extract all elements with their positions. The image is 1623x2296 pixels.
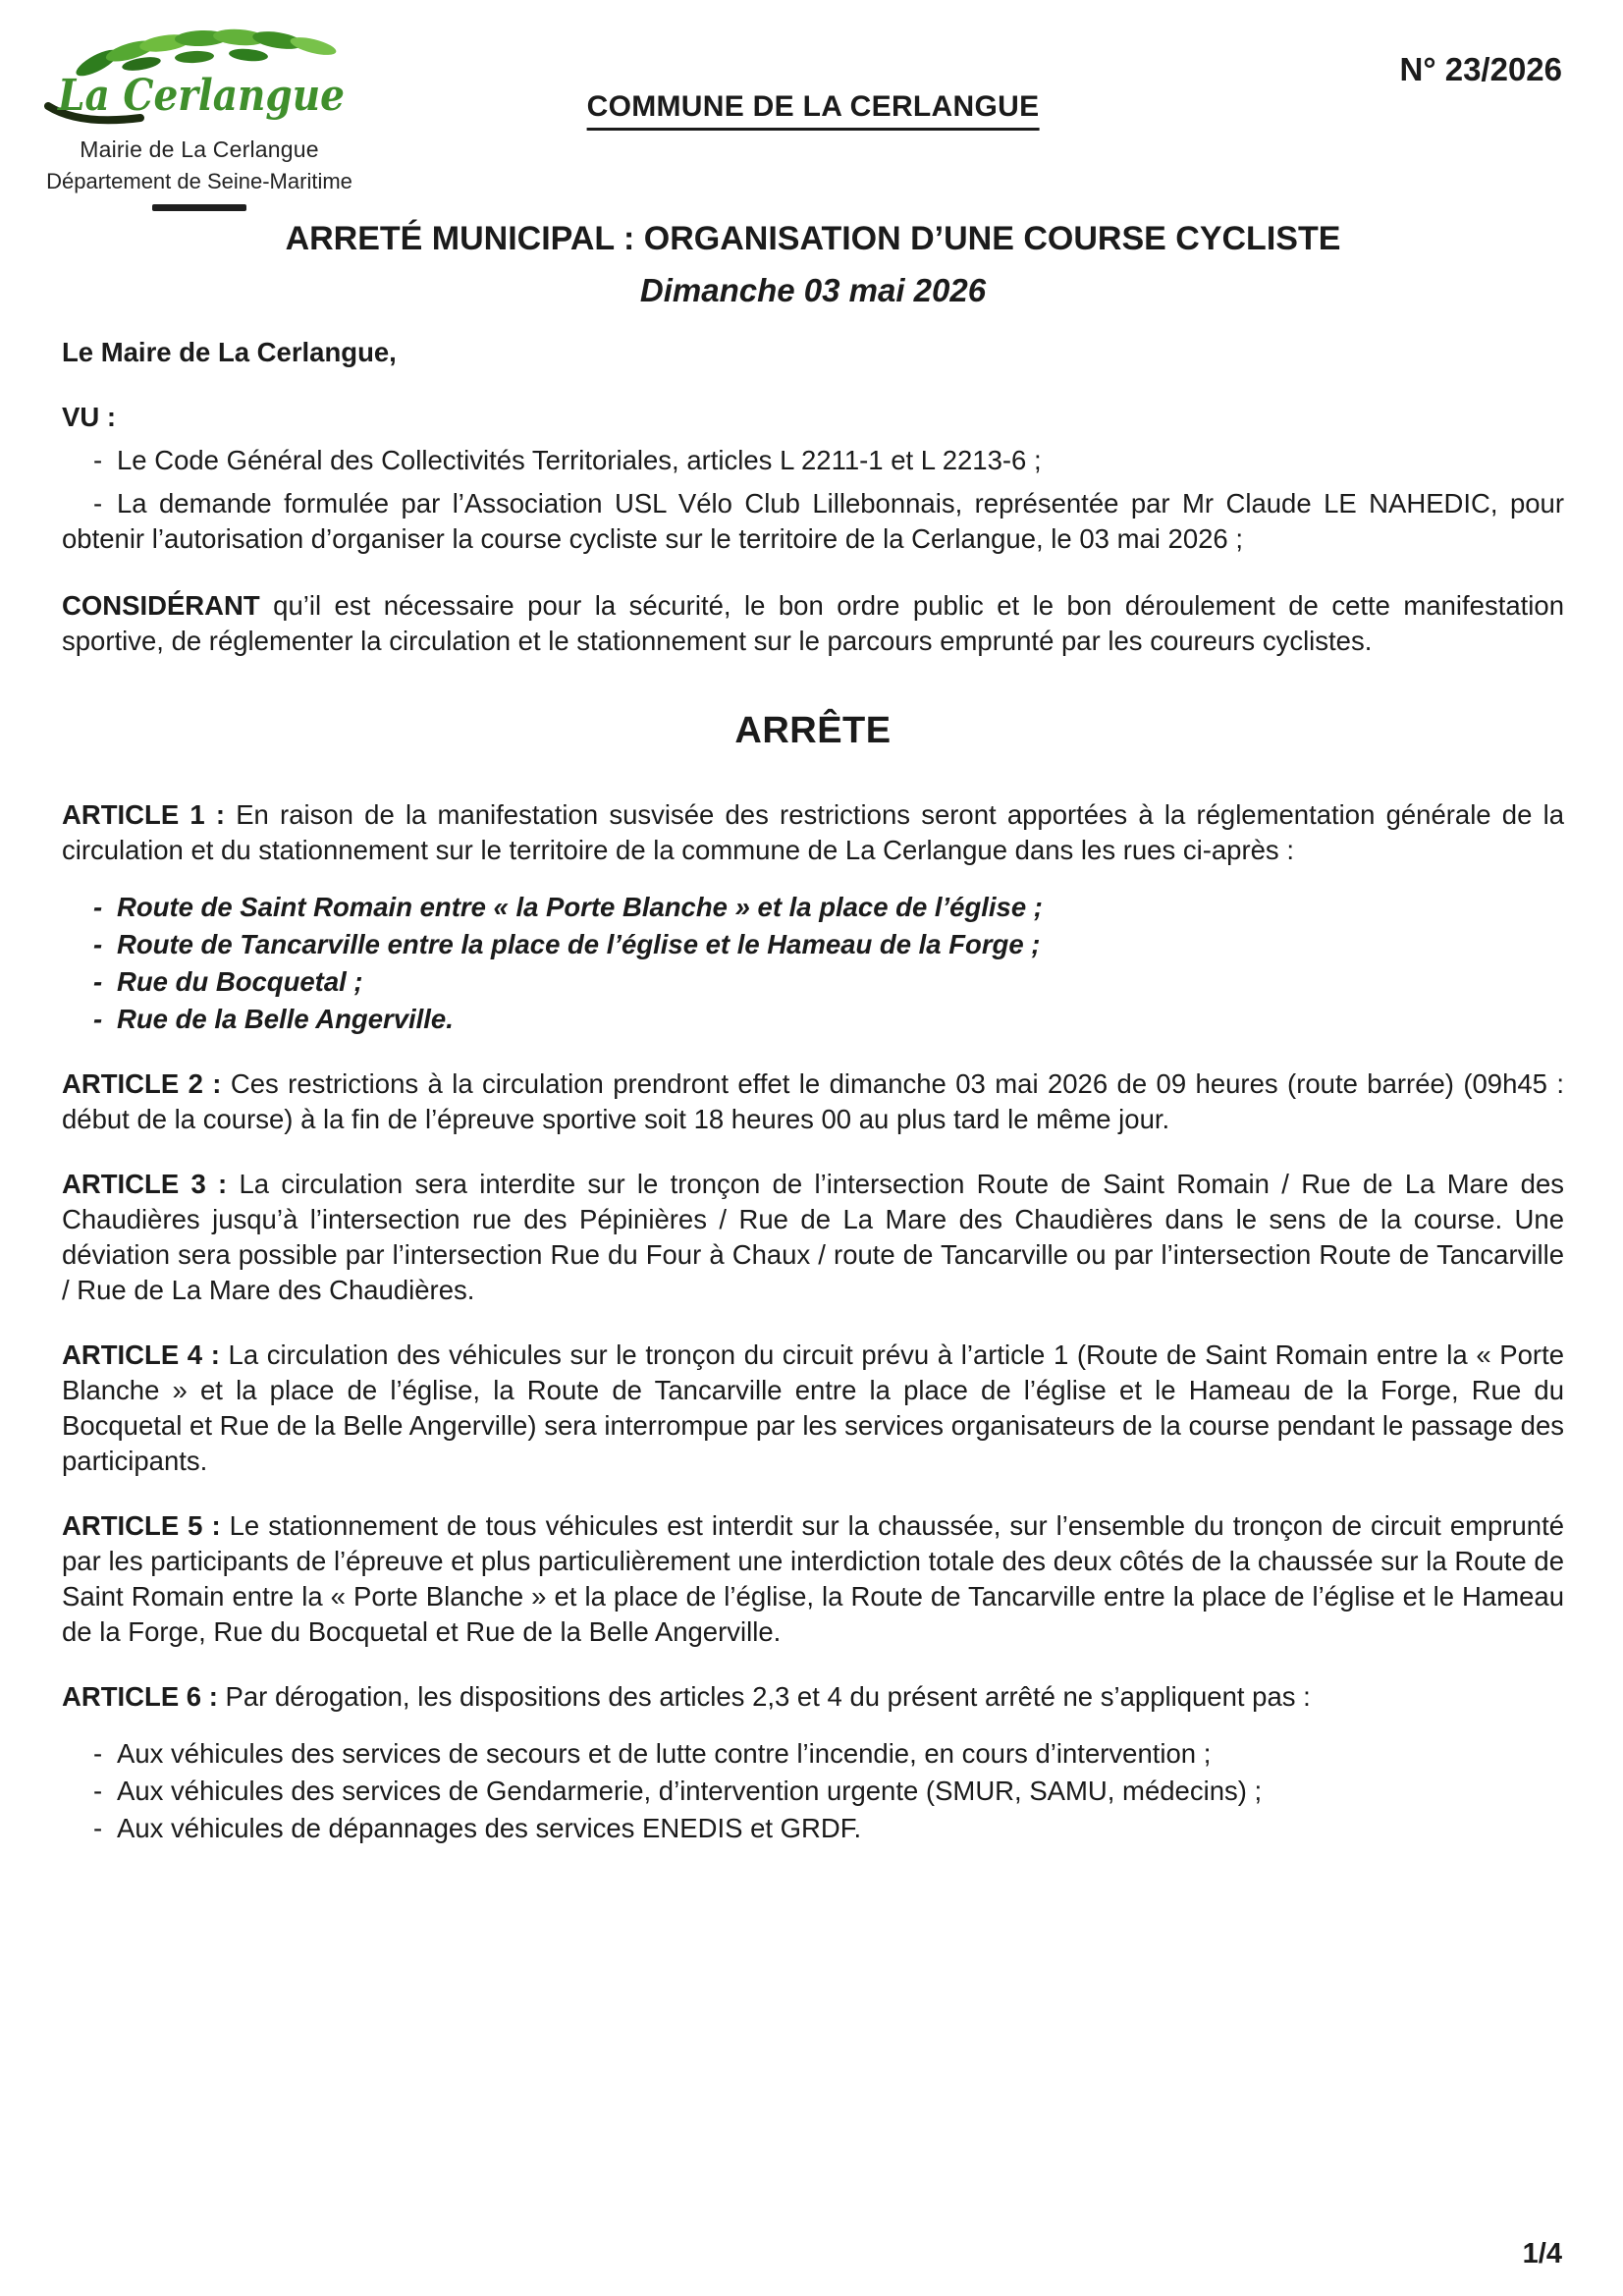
list-item-text: Aux véhicules de dépannages des services ENEDIS et GRDF. bbox=[117, 1813, 862, 1843]
article-3-label: ARTICLE 3 : bbox=[62, 1169, 228, 1199]
list-item-text: Aux véhicules des services de Gendarmerie, d’intervention urgente (SMUR, SAMU, médecins) ; bbox=[117, 1776, 1263, 1806]
article-4-label: ARTICLE 4 : bbox=[62, 1339, 220, 1370]
article-5-paragraph bbox=[62, 1508, 1564, 1650]
list-item-text: Aux véhicules des services de secours et de lutte contre l’incendie, en cours d’intervention ; bbox=[117, 1738, 1212, 1769]
vu-label: VU : bbox=[62, 402, 116, 432]
article-6-paragraph bbox=[62, 1679, 1564, 1715]
vu-item bbox=[62, 486, 1564, 557]
article-6-label: ARTICLE 6 : bbox=[62, 1681, 218, 1712]
document-title: ARRETÉ MUNICIPAL : ORGANISATION D’UNE COURSE CYCLISTE bbox=[285, 220, 1341, 257]
list-item bbox=[62, 1811, 1564, 1846]
list-dash: - bbox=[93, 929, 103, 959]
considerant-text: qu’il est nécessaire pour la sécurité, le bon ordre public et le bon déroulement de cette manifestation sportive, de réglementer la circulation et le stationnement sur le parcours emprunté par les coureurs cyclistes. bbox=[62, 590, 1564, 656]
list-item-text: Rue du Bocquetal ; bbox=[117, 966, 363, 997]
vu-item bbox=[62, 443, 1564, 478]
mayor-line: Le Maire de La Cerlangue, bbox=[62, 337, 397, 367]
arrete-heading: ARRÊTE bbox=[734, 710, 892, 751]
article-1-paragraph bbox=[62, 797, 1564, 868]
article-6-text: Par dérogation, les dispositions des articles 2,3 et 4 du présent arrêté ne s’appliquent pas : bbox=[225, 1681, 1311, 1712]
article-6-bullet-list bbox=[62, 1736, 1564, 1846]
article-4-text: La circulation des véhicules sur le tronçon du circuit prévu à l’article 1 (Route de Saint Romain entre la « Porte Blanche » et la place de l’église, la Route de Tancarville entre la place de l’église et le Hameau de la Forge, Rue du Bocquetal et Rue de la Belle Angerville) sera interrompue par les services organisateurs de la course pendant le passage des participants. bbox=[62, 1339, 1565, 1476]
list-item-text: Route de Saint Romain entre « la Porte Blanche » et la place de l’église ; bbox=[117, 892, 1043, 922]
list-dash: - bbox=[93, 892, 103, 922]
article-5-label: ARTICLE 5 : bbox=[62, 1510, 221, 1541]
document-number: N° 23/2026 bbox=[1399, 51, 1562, 87]
list-dash: - bbox=[93, 488, 103, 519]
article-5-text: Le stationnement de tous véhicules est interdit sur la chaussée, sur l’ensemble du tronçon de circuit emprunté par les participants de l’épreuve et plus particulièrement une interdiction totale des deux côtés de la chaussée sur la Route de Saint Romain entre la « Porte Blanche » et la place de l’église, la Route de Tancarville entre la place de l’église et le Hameau de la Forge, Rue du Bocquetal et Rue de la Belle Angerville. bbox=[62, 1510, 1565, 1647]
list-item-text: Rue de la Belle Angerville. bbox=[117, 1004, 454, 1034]
list-item bbox=[62, 964, 1564, 1000]
document-date-title: Dimanche 03 mai 2026 bbox=[639, 272, 987, 308]
article-3-paragraph bbox=[62, 1167, 1564, 1308]
list-dash: - bbox=[93, 1776, 103, 1806]
article-1-label: ARTICLE 1 : bbox=[62, 799, 226, 830]
list-item bbox=[62, 1774, 1564, 1809]
logo-rule bbox=[152, 204, 246, 211]
document-header bbox=[46, 29, 1564, 206]
list-item bbox=[62, 1002, 1564, 1037]
list-dash: - bbox=[93, 966, 103, 997]
article-2-label: ARTICLE 2 : bbox=[62, 1068, 222, 1099]
list-item bbox=[62, 890, 1564, 925]
list-item bbox=[62, 1736, 1564, 1772]
list-dash: - bbox=[93, 1813, 103, 1843]
article-3-text: La circulation sera interdite sur le tronçon de l’intersection Route de Saint Romain / Rue de La Mare des Chaudières jusqu’à l’intersection rue des Pépinières / Rue de La Mare des Chaudières dans le sens de la course. Une déviation sera possible par l’intersection Rue du Four à Chaux / route de Tancarville ou par l’intersection Route de Tancarville / Rue de La Mare des Chaudières. bbox=[62, 1169, 1564, 1305]
logo-graphic bbox=[44, 24, 354, 130]
logo-script-title: La Cerlangue bbox=[56, 71, 346, 121]
considerant-paragraph bbox=[62, 588, 1564, 659]
list-dash: - bbox=[93, 1004, 103, 1034]
article-2-paragraph bbox=[62, 1066, 1564, 1137]
logo-subtitle-mairie: Mairie de La Cerlangue bbox=[80, 137, 319, 162]
article-1-text: En raison de la manifestation susvisée des restrictions seront apportées à la réglementation générale de la circulation et du stationnement sur le territoire de la commune de La Cerlangue dans les rues ci-après : bbox=[62, 799, 1564, 865]
article-1-bullet-list bbox=[62, 890, 1564, 1037]
vu-item-text: Le Code Général des Collectivités Territoriales, articles L 2211-1 et L 2213-6 ; bbox=[117, 445, 1042, 475]
commune-logo bbox=[44, 24, 354, 211]
article-4-paragraph bbox=[62, 1338, 1564, 1479]
commune-title: COMMUNE DE LA CERLANGUE bbox=[587, 90, 1040, 131]
vu-item-text: La demande formulée par l’Association USL Vélo Club Lillebonnais, représentée par Mr Claude LE NAHEDIC, pour obtenir l’autorisation d’organiser la course cycliste sur le territoire de la Cerlangue, le 03 mai 2026 ; bbox=[62, 488, 1564, 554]
considerant-label: CONSIDÉRANT bbox=[62, 590, 260, 621]
list-item-text: Route de Tancarville entre la place de l’église et le Hameau de la Forge ; bbox=[117, 929, 1041, 959]
list-dash: - bbox=[93, 445, 103, 475]
page-number: 1/4 bbox=[1522, 2238, 1562, 2269]
logo-subtitle-departement: Département de Seine-Maritime bbox=[46, 169, 352, 193]
list-dash: - bbox=[93, 1738, 103, 1769]
list-item bbox=[62, 927, 1564, 962]
article-2-text: Ces restrictions à la circulation prendront effet le dimanche 03 mai 2026 de 09 heures (route barrée) (09h45 : début de la course) à la fin de l’épreuve sportive soit 18 heures 00 au plus tard le même jour. bbox=[62, 1068, 1565, 1134]
